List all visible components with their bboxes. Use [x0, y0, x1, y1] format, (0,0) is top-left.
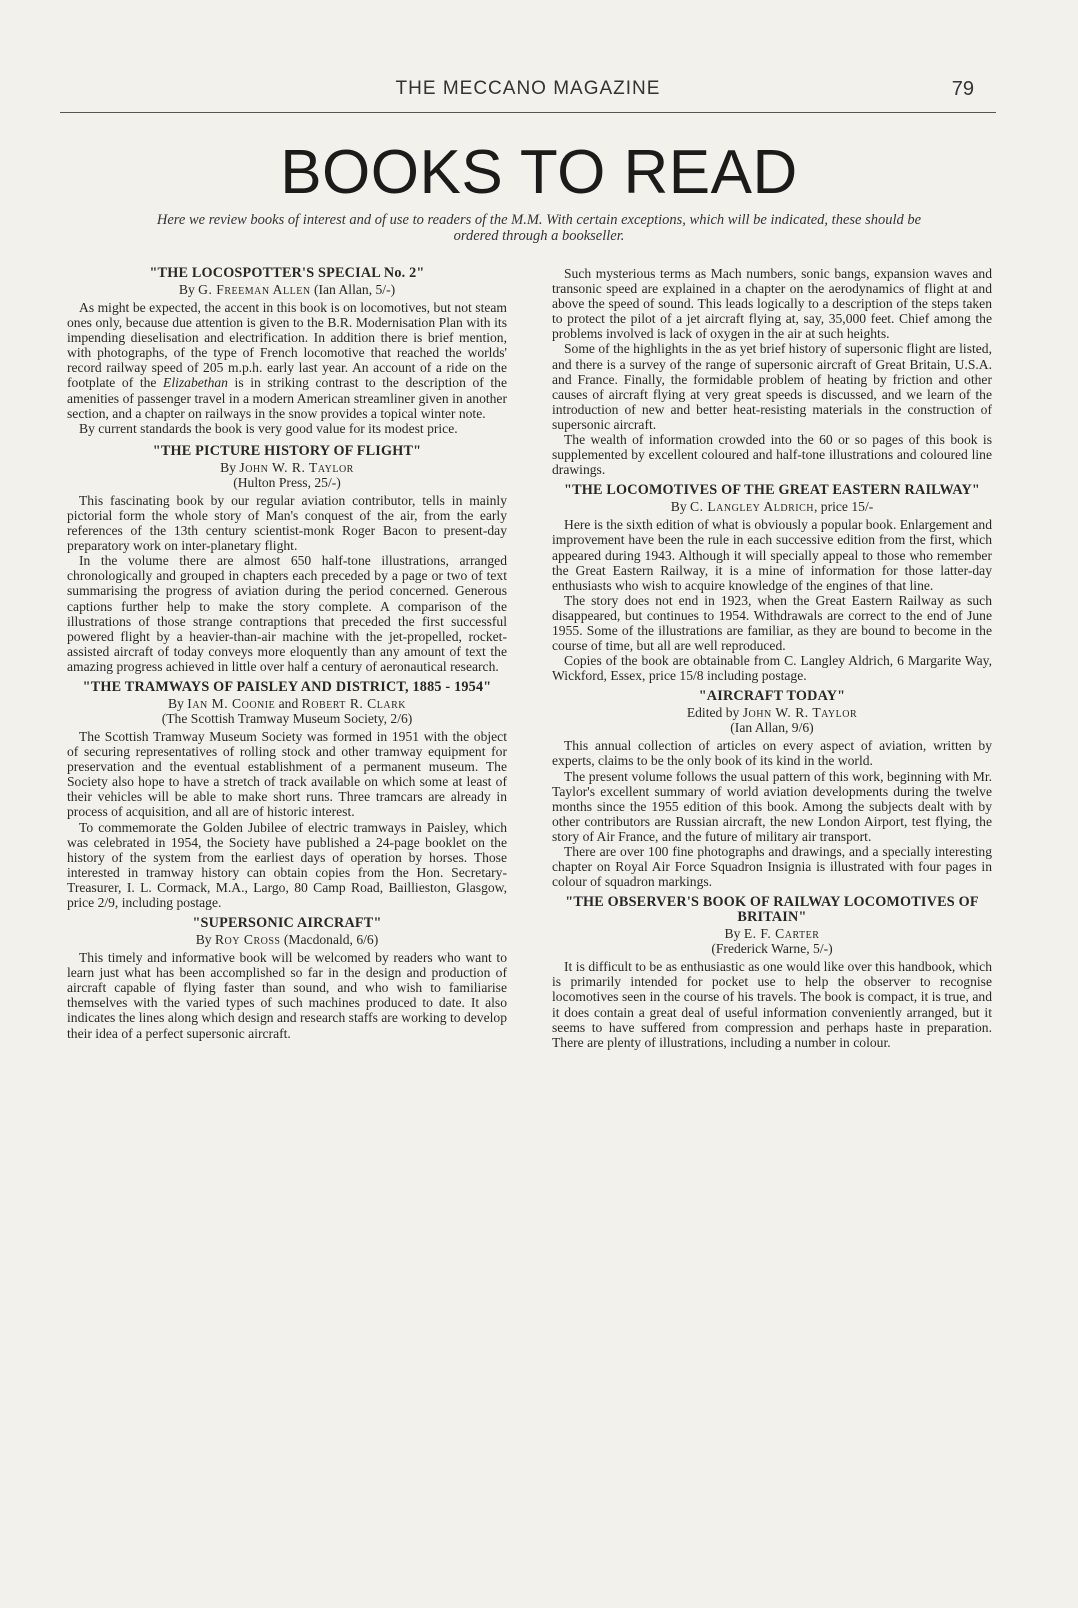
credit-by: Edited by — [686, 705, 743, 721]
review-paragraph: This timely and informative book will be welcomed by readers who want to learn just what has been accomplished so far in the design and production of aircraft capable of flying faster than sound, and who wish to familiarise themselves with the varied types of such machines produced to date. It also indicates the lines along which design and research staffs are working to develop their idea of a perfect supersonic aircraft. — [67, 950, 507, 1041]
review-paragraph: The story does not end in 1923, when the Great Eastern Railway as such disappeared, but continues to 1954. Withdrawals are correct to the end of June 1955. Some of the illustrations are familiar, as they are bound to become in the course of time, but all are well reproduced. — [552, 592, 992, 654]
review-flight — [67, 444, 507, 674]
page-title: BOOKS TO READ — [280, 138, 798, 207]
book-title: "THE OBSERVER'S BOOK OF RAILWAY LOCOMOTIVES OF BRITAIN" — [565, 894, 979, 926]
publisher: (The Scottish Tramway Museum Society, 2/6) — [161, 710, 413, 726]
review-paragraph: Some of the highlights in the as yet brief history of supersonic flight are listed, and there is a survey of the range of supersonic aircraft of Great Britain, U.S.A. and France. Finally, the formidable problem of heating by friction and other causes of aircraft flying at very great speeds is discussed, and we learn of the introduction of new and better heat-resisting materials in the construction of supersonic aircraft. — [552, 341, 992, 432]
review-paragraph: The present volume follows the usual pattern of this work, beginning with Mr. Taylor's excellent summary of world aviation developments during the twelve months since the 1955 edition of this book. Among the subjects dealt with by other contributors are Russian aircraft, the new London Airport, test flying, the story of Air France, and the future of military air transport. — [552, 768, 992, 844]
review-paragraph: Here is the sixth edition of what is obviously a popular book. Enlargement and improvement have been the rule in each successive edition from the first, which appeared during 1943. Although it will specially appeal to those who remember the Great Eastern Railway, it is a mine of information for those latter-day enthusiasts who wish to acquire knowledge of the engines of that line. — [552, 517, 992, 593]
author-name: Ian M. Coonie — [187, 695, 276, 711]
book-credit — [552, 499, 992, 514]
review-tramways — [67, 680, 507, 910]
author-name: C. Langley Aldrich — [690, 499, 814, 515]
right-column — [552, 266, 992, 1050]
publisher: (Ian Allan, 9/6) — [730, 720, 814, 736]
author-name: G. Freeman Allen — [198, 282, 311, 297]
running-head — [60, 78, 996, 113]
review-paragraph: To commemorate the Golden Jubilee of electric tramways in Paisley, which was celebrated in 1954, the Society have published a 24-page booklet on the history of the system from the earliest days of operation by horses. Those interested in tramway history can obtain copies from the Hon. Secretary-Treasurer, I. L. Cormack, M.A., Largo, 80 Camp Road, Baillieston, Glasgow, price 2/9, including postage. — [67, 819, 507, 910]
review-paragraph: It is difficult to be as enthusiastic as one would like over this handbook, which is primarily intended for pocket use to help the observer to recognise locomotives seen in the course of his travels. The book is compact, it is true, and it does contain a great deal of useful information conveniently arranged, but it seems to have suffered from compression and perhaps haste in preparation. There are plenty of illustrations, including a number in colour. — [552, 959, 992, 1050]
author-name: John W. R. Taylor — [239, 459, 354, 475]
publisher: (Hulton Press, 25/-) — [233, 474, 341, 490]
book-title: "THE TRAMWAYS OF PAISLEY AND DISTRICT, 1885 - 1954" — [82, 678, 492, 695]
publisher: (Frederick Warne, 5/-) — [711, 941, 833, 957]
book-credit — [67, 460, 507, 490]
book-title: "THE LOCOMOTIVES OF THE GREAT EASTERN RAILWAY" — [564, 482, 980, 499]
magazine-name: THE MECCANO MAGAZINE — [395, 78, 661, 99]
book-title: "THE PICTURE HISTORY OF FLIGHT" — [152, 442, 422, 459]
publisher: (Ian Allan, 5/-) — [310, 282, 396, 297]
book-credit — [67, 282, 507, 297]
review-aircraft-today — [552, 689, 992, 889]
book-credit — [552, 705, 992, 735]
credit-by: By — [178, 282, 199, 297]
credit-by: By — [670, 499, 691, 515]
review-paragraph: Such mysterious terms as Mach numbers, sonic bangs, expansion waves and transonic speed are explained in a chapter on the aerodynamics of flight at and above the speed of sound. This leads logically to a description of the steps taken to protect the pilot of a jet aircraft flying at, say, 35,000 feet. Chief among the problems involved is lack of oxygen in the air at such heights. — [552, 266, 992, 342]
book-title: "SUPERSONIC AIRCRAFT" — [192, 915, 382, 932]
publisher: , price 15/- — [813, 499, 874, 515]
book-credit — [67, 932, 507, 947]
review-great-eastern — [552, 483, 992, 683]
review-paragraph: In the volume there are almost 650 half-tone illustrations, arranged chronologically and grouped in chapters each preceded by a page or two of text summarising the progress of aviation during the period concerned. Generous captions further help to make the story complete. A comparison of the illustrations of those strange contraptions that preceded the first successful powered flight by a heavier-than-air machine with the jet-propelled, rocket-assisted aircraft of today conveys more eloquently than any amount of text the amazing progress achieved in little over half a century of aeronautical research. — [67, 553, 507, 674]
author-name: E. F. Carter — [743, 926, 820, 942]
review-paragraph — [67, 300, 507, 421]
book-title: "AIRCRAFT TODAY" — [698, 688, 846, 705]
review-supersonic-continued — [552, 266, 992, 477]
author-name: John W. R. Taylor — [742, 705, 858, 721]
credit-by: By — [724, 926, 744, 942]
credit-and: and — [275, 695, 302, 711]
book-title: "THE LOCOSPOTTER'S SPECIAL No. 2" — [149, 265, 425, 281]
review-observer — [552, 895, 992, 1050]
paragraph-text: As might be expected, the accent in this book is on locomotives, but not steam ones only, because due attention is given to the B.R. Modernisation Plan with its impending dieselisation and electrification. In addition there is brief mention, with photographs, of the type of French locomotive that reached the worlds' record railway speed of 205 m.p.h. early last year. An account of a ride on the footplate of the — [67, 300, 507, 391]
author-name: Robert R. Clark — [301, 695, 406, 711]
review-paragraph: The Scottish Tramway Museum Society was formed in 1951 with the object of securing representatives of rolling stock and other tramway equipment for preservation and the eventual establishment of a permanent museum. The Society also hope to have a stretch of track available on which some at least of their vehicles will be able to make short runs. Three tramcars are already in process of acquisition, and all are of historic interest. — [67, 728, 507, 820]
book-credit — [67, 696, 507, 726]
review-paragraph: Copies of the book are obtainable from C. Langley Aldrich, 6 Margarite Way, Wickford, Essex, price 15/8 including postage. — [552, 653, 992, 684]
review-locospotter — [67, 266, 507, 436]
page-number: 79 — [951, 78, 974, 100]
review-paragraph: This fascinating book by our regular aviation contributor, tells in mainly pictorial form the whole story of Man's conquest of the air, from the early references of the 13th century scientist-monk Roger Bacon to present-day preparatory work on inter-planetary flight. — [67, 492, 507, 554]
paragraph-text: is in striking contrast to the description of the amenities of passenger travel in a modern American streamliner given in another section, and a chapter on railways in the snow provides a topical winter note. — [67, 375, 507, 421]
credit-by: By — [220, 459, 240, 475]
credit-by: By — [195, 932, 215, 948]
publisher: (Macdonald, 6/6) — [280, 932, 379, 948]
intro-text: Here we review books of interest and of use to readers of the M.M. With certain exceptions, which will be indicated, these should be ordered through a bookseller. — [156, 212, 922, 244]
credit-by: By — [168, 695, 188, 711]
left-column — [67, 266, 507, 1041]
review-paragraph: This annual collection of articles on every aspect of aviation, written by experts, claims to be the only book of its kind in the world. — [552, 738, 992, 769]
book-credit — [552, 926, 992, 956]
train-name: Elizabethan — [163, 375, 228, 391]
review-paragraph: There are over 100 fine photographs and drawings, and a specially interesting chapter on Royal Air Force Squadron Insignia is illustrated with four pages in colour of squadron markings. — [552, 844, 992, 890]
author-name: Roy Cross — [214, 932, 281, 948]
review-supersonic — [67, 916, 507, 1041]
review-paragraph: By current standards the book is very good value for its modest price. — [79, 420, 458, 436]
review-paragraph: The wealth of information crowded into the 60 or so pages of this book is supplemented by excellent coloured and half-tone illustrations and coloured line drawings. — [552, 432, 992, 478]
